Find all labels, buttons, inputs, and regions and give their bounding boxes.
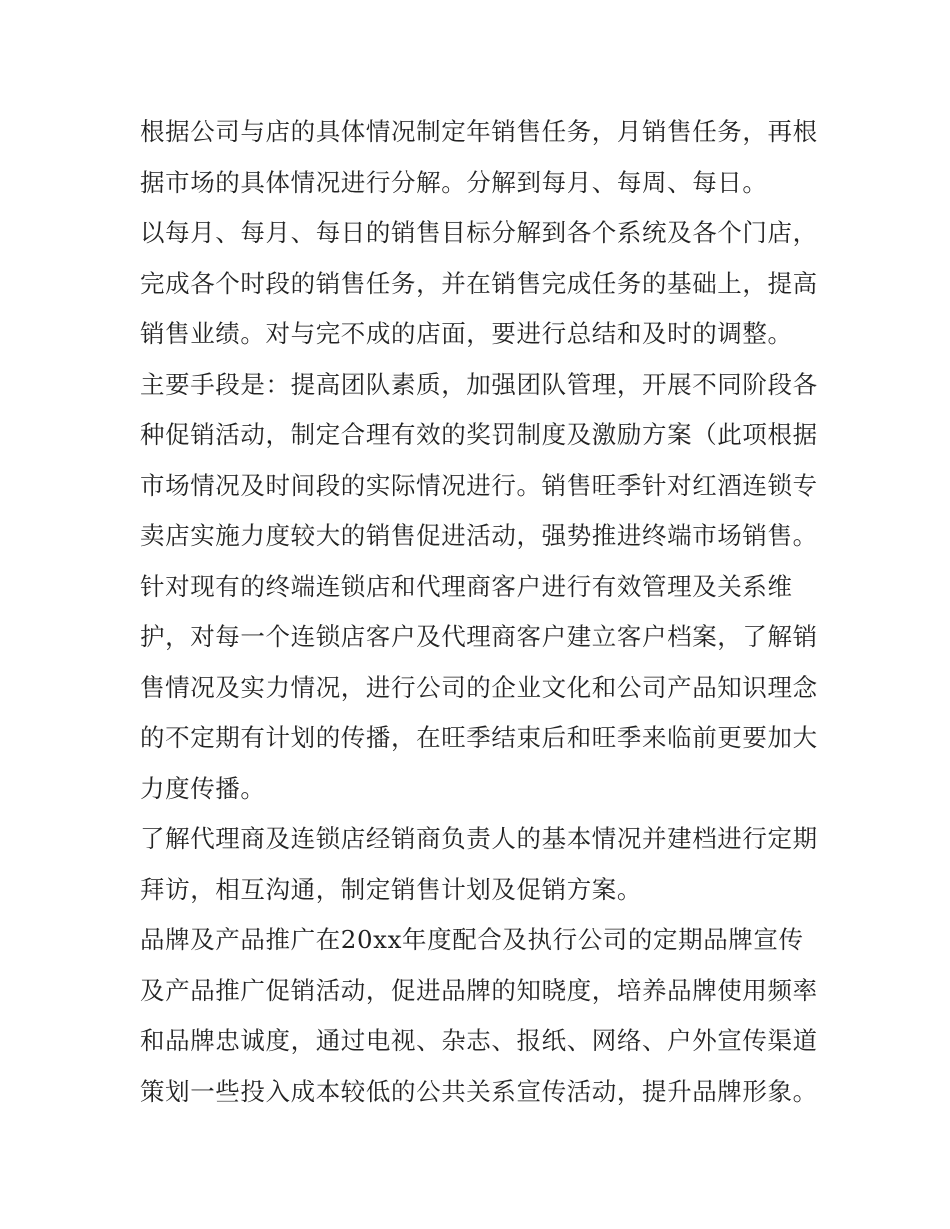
text-line: 的不定期有计划的传播，在旺季结束后和旺季来临前更要加大 bbox=[140, 723, 818, 752]
text-line: 售情况及实力情况，进行公司的企业文化和公司产品知识理念 bbox=[140, 672, 818, 702]
text-line: 了解代理商及连锁店经销商负责人的基本情况并建档进行定期 bbox=[140, 824, 818, 853]
text-line: 品牌及产品推广在20xx年度配合及执行公司的定期品牌宣传 bbox=[140, 925, 804, 954]
text-line: 护，对每一个连锁店客户及代理商客户建立客户档案，了解销 bbox=[140, 622, 818, 651]
text-line: 拜访，相互沟通，制定销售计划及促销方案。 bbox=[140, 874, 642, 904]
text-line: 和品牌忠诚度，通过电视、杂志、报纸、网络、户外宣传渠道 bbox=[140, 1026, 818, 1055]
text-line: 完成各个时段的销售任务，并在销售完成任务的基础上，提高 bbox=[140, 268, 818, 298]
text-line: 针对现有的终端连锁店和代理商客户进行有效管理及关系维 bbox=[140, 571, 793, 601]
text-line: 策划一些投入成本较低的公共关系宣传活动，提升品牌形象。 bbox=[140, 1076, 818, 1106]
text-line: 及产品推广促销活动，促进品牌的知晓度，培养品牌使用频率 bbox=[140, 975, 818, 1005]
text-line: 据市场的具体情况进行分解。分解到每月、每周、每日。 bbox=[140, 167, 768, 197]
text-line: 卖店实施力度较大的销售促进活动，强势推进终端市场销售。 bbox=[140, 521, 818, 550]
document-page bbox=[140, 107, 820, 1117]
text-line: 力度传播。 bbox=[140, 773, 266, 803]
text-line: 以每月、每月、每日的销售目标分解到各个系统及各个门店， bbox=[140, 218, 818, 247]
text-line: 主要手段是：提高团队素质，加强团队管理，开展不同阶段各 bbox=[140, 369, 818, 399]
text-line: 市场情况及时间段的实际情况进行。销售旺季针对红酒连锁专 bbox=[140, 470, 818, 500]
text-line: 根据公司与店的具体情况制定年销售任务，月销售任务，再根 bbox=[140, 117, 818, 146]
text-line: 销售业绩。对与完不成的店面，要进行总结和及时的调整。 bbox=[140, 319, 793, 348]
text-line: 种促销活动，制定合理有效的奖罚制度及激励方案（此项根据 bbox=[140, 420, 818, 449]
